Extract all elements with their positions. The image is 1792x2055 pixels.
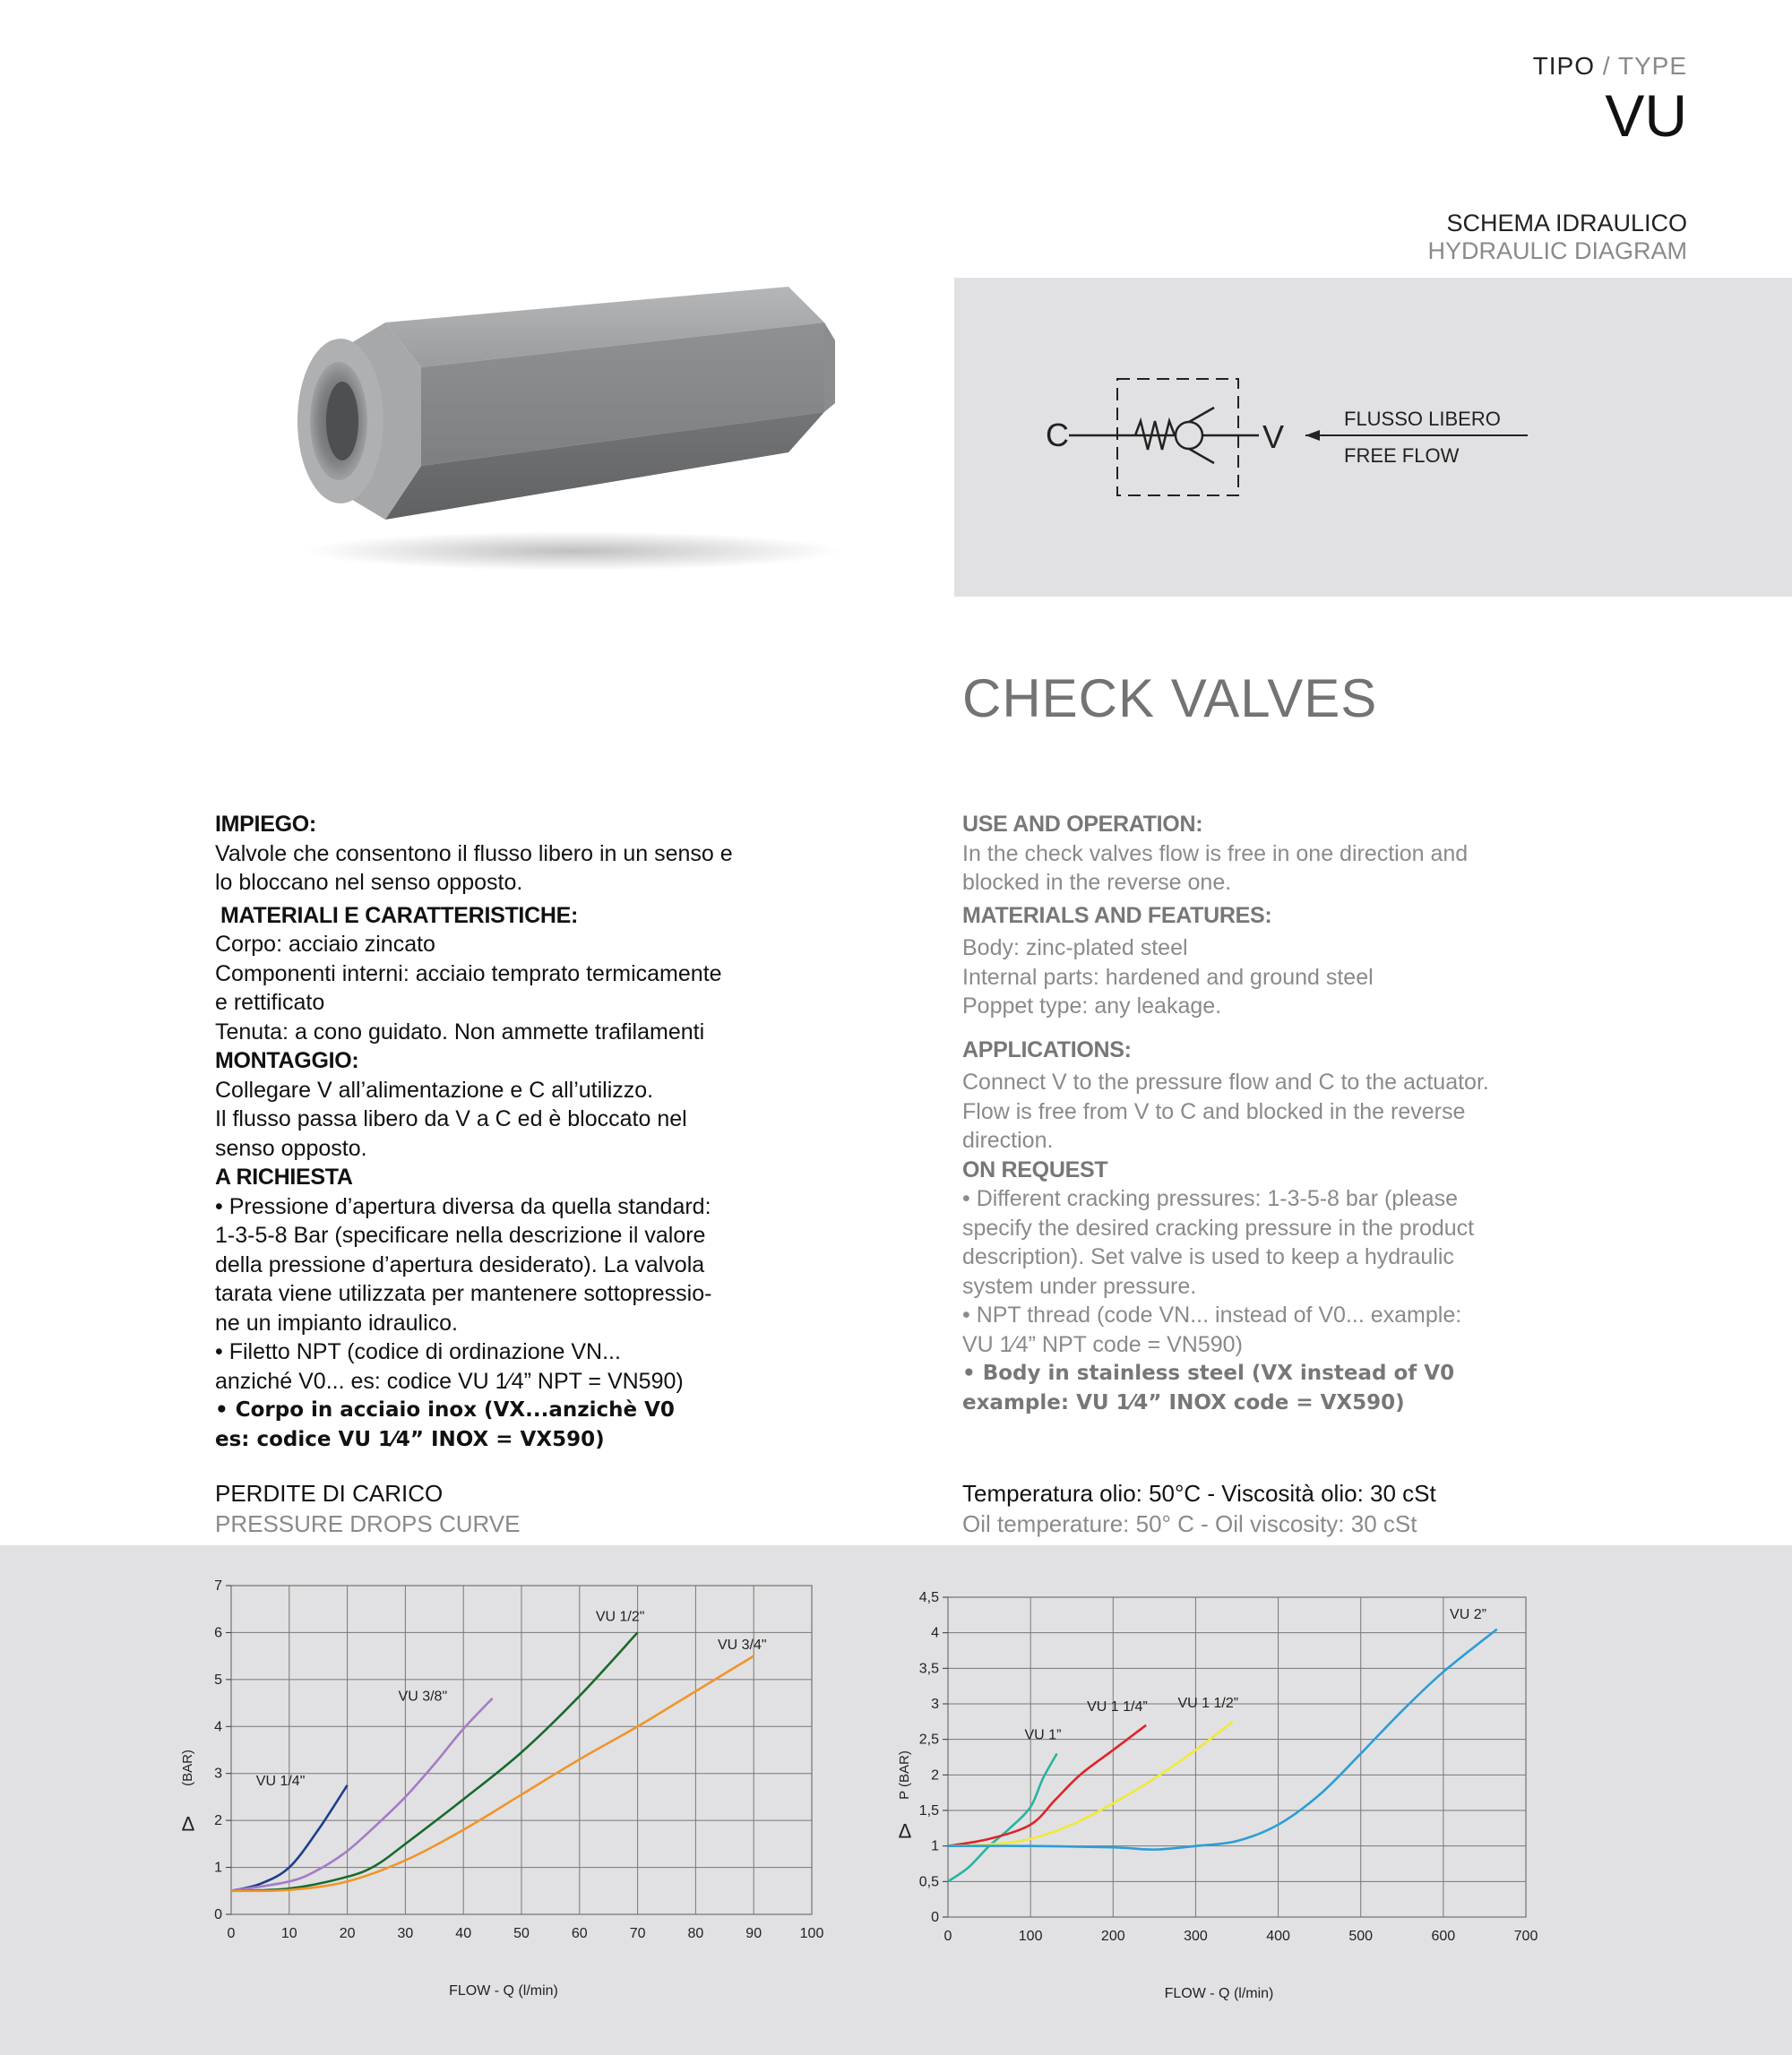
series-label: VU 1/2" xyxy=(595,1609,645,1625)
series-label: VU 1 1/2” xyxy=(1177,1695,1239,1711)
page-title: CHECK VALVES xyxy=(962,668,1378,728)
x-tick-label: 80 xyxy=(687,1926,704,1941)
applications-heading: APPLICATIONS: xyxy=(962,1036,1132,1062)
x-axis-label: FLOW - Q (l/min) xyxy=(1164,1986,1274,2001)
y-axis-symbol: Δ xyxy=(898,1819,912,1843)
y-tick-label: 6 xyxy=(214,1625,222,1641)
y-tick-label: 3 xyxy=(931,1697,939,1712)
english-description xyxy=(962,810,1554,1417)
text-line: Flow is free from V to C and blocked in the reverse xyxy=(962,1098,1466,1124)
y-tick-label: 5 xyxy=(214,1672,222,1688)
text-line: • Filetto NPT (codice di ordinazione VN... xyxy=(215,1339,621,1364)
flow-it-label: FLUSSO LIBERO xyxy=(1344,408,1501,430)
text-line: Internal parts: hardened and ground steel xyxy=(962,964,1374,990)
y-tick-label: 2 xyxy=(214,1813,222,1829)
x-tick-label: 300 xyxy=(1184,1929,1208,1944)
x-tick-label: 10 xyxy=(280,1926,297,1941)
y-tick-label: 0 xyxy=(214,1907,222,1922)
series-label: VU 1/4" xyxy=(255,1773,306,1789)
oil-conditions xyxy=(962,1478,1436,1539)
x-tick-label: 50 xyxy=(513,1926,530,1941)
perdite-en: PRESSURE DROPS CURVE xyxy=(215,1510,521,1537)
text-line: VU 1⁄4” NPT code = VN590) xyxy=(962,1331,1243,1357)
hydraulic-symbol xyxy=(954,278,1792,597)
text-line: ne un impianto idraulico. xyxy=(215,1310,458,1336)
x-tick-label: 100 xyxy=(1018,1929,1043,1944)
materials-heading: MATERIALS AND FEATURES: xyxy=(962,902,1272,928)
text-line: description). Set valve is used to keep a hydraulic xyxy=(962,1244,1454,1269)
y-axis-symbol: Δ xyxy=(181,1812,195,1836)
type-header xyxy=(1533,52,1687,81)
flow-en-label: FREE FLOW xyxy=(1344,444,1460,467)
text-line: e rettificato xyxy=(215,990,325,1015)
oil-it: Temperatura olio: 50°C - Viscosità olio: 30 cSt xyxy=(962,1480,1436,1507)
x-tick-label: 600 xyxy=(1431,1929,1456,1944)
y-axis-label: P (BAR) xyxy=(897,1750,912,1800)
text-line-bold: • Corpo in acciaio inox (VX...anzichè V0 xyxy=(215,1398,675,1422)
series-label: VU 3/4" xyxy=(717,1637,767,1653)
pressure-drops-heading xyxy=(215,1478,521,1539)
type-label: TYPE xyxy=(1617,52,1687,80)
port-v-label: V xyxy=(1262,418,1285,455)
series-label: VU 1 1/4” xyxy=(1087,1698,1148,1715)
y-tick-label: 1 xyxy=(931,1838,939,1854)
y-tick-label: 7 xyxy=(214,1578,222,1594)
y-tick-label: 1,5 xyxy=(918,1803,939,1819)
x-tick-label: 70 xyxy=(629,1926,646,1941)
y-tick-label: 0,5 xyxy=(918,1874,939,1890)
text-line: Body: zinc-plated steel xyxy=(962,935,1188,960)
perdite-it: PERDITE DI CARICO xyxy=(215,1480,444,1507)
impiego-heading: IMPIEGO: xyxy=(215,812,316,837)
text-line: anziché V0... es: codice VU 1⁄4” NPT = VN590) xyxy=(215,1368,684,1394)
schema-heading xyxy=(1427,210,1687,265)
series-label: VU 2” xyxy=(1450,1606,1486,1622)
pressure-drop-chart-small xyxy=(179,1577,842,2042)
text-line: specify the desired cracking pressure in the product xyxy=(962,1215,1475,1241)
charts-band xyxy=(0,1545,1792,2055)
y-tick-label: 3,5 xyxy=(918,1661,939,1677)
text-line-bold: es: codice VU 1⁄4” INOX = VX590) xyxy=(215,1427,605,1451)
y-tick-label: 2 xyxy=(931,1767,939,1784)
x-tick-label: 0 xyxy=(943,1929,952,1944)
x-tick-label: 0 xyxy=(227,1926,236,1941)
x-tick-label: 20 xyxy=(339,1926,356,1941)
text-line: Il flusso passa libero da V a C ed è bloccato nel xyxy=(215,1106,687,1131)
schema-it: SCHEMA IDRAULICO xyxy=(1446,210,1687,236)
text-line-bold: example: VU 1⁄4” INOX code = VX590) xyxy=(962,1390,1405,1414)
port-c-label: C xyxy=(1046,417,1069,453)
montaggio-heading: MONTAGGIO: xyxy=(215,1048,359,1073)
x-axis-label: FLOW - Q (l/min) xyxy=(449,1983,558,1999)
x-tick-label: 90 xyxy=(745,1926,762,1941)
series-label: VU 3/8" xyxy=(398,1689,448,1705)
italian-description xyxy=(215,810,806,1454)
x-tick-label: 700 xyxy=(1513,1929,1538,1944)
slash: / xyxy=(1595,52,1618,80)
tipo-label: TIPO xyxy=(1532,52,1596,80)
text-line: della pressione d’apertura desiderato). La valvola xyxy=(215,1251,705,1277)
text-line: direction. xyxy=(962,1128,1054,1153)
text-line: Poppet type: any leakage. xyxy=(962,993,1222,1019)
text-line: senso opposto. xyxy=(215,1135,367,1161)
text-line: 1-3-5-8 Bar (specificare nella descrizione il valore xyxy=(215,1223,706,1248)
y-tick-label: 0 xyxy=(931,1910,939,1925)
text-line: blocked in the reverse one. xyxy=(962,870,1232,895)
valve-product-image xyxy=(287,287,842,573)
text-line: Corpo: acciaio zincato xyxy=(215,932,435,957)
y-tick-label: 2,5 xyxy=(918,1732,939,1748)
text-line: • Pressione d’apertura diversa da quella standard: xyxy=(215,1193,711,1219)
x-tick-label: 60 xyxy=(571,1926,588,1941)
plot-frame xyxy=(948,1597,1526,1917)
pressure-drop-chart-large xyxy=(860,1577,1550,2042)
y-tick-label: 4,5 xyxy=(918,1590,939,1605)
series-label: VU 1” xyxy=(1024,1727,1062,1743)
text-line: In the check valves flow is free in one direction and xyxy=(962,840,1469,866)
text-line: Tenuta: a cono guidato. Non ammette trafilamenti xyxy=(215,1019,705,1045)
text-line: Connect V to the pressure flow and C to the actuator. xyxy=(962,1070,1489,1095)
y-axis-label: (BAR) xyxy=(180,1750,195,1786)
materiali-heading: MATERIALI E CARATTERISTICHE: xyxy=(220,902,578,928)
x-tick-label: 40 xyxy=(455,1926,472,1941)
hydraulic-diagram-panel xyxy=(954,278,1792,597)
richiesta-heading: A RICHIESTA xyxy=(215,1165,353,1190)
x-tick-label: 500 xyxy=(1348,1929,1374,1944)
on-request-heading: ON REQUEST xyxy=(962,1156,1108,1182)
text-line: system under pressure. xyxy=(962,1273,1197,1299)
y-tick-label: 1 xyxy=(214,1860,222,1876)
y-tick-label: 3 xyxy=(214,1766,222,1782)
text-line: Valvole che consentono il flusso libero in un senso e xyxy=(215,840,733,866)
text-line: tarata viene utilizzata per mantenere sottopressio- xyxy=(215,1281,712,1306)
x-tick-label: 200 xyxy=(1100,1929,1125,1944)
model-code: VU xyxy=(1605,82,1687,149)
x-tick-label: 30 xyxy=(397,1926,414,1941)
oil-en: Oil temperature: 50° C - Oil viscosity: 30 cSt xyxy=(962,1510,1417,1537)
text-line: • NPT thread (code VN... instead of V0... example: xyxy=(962,1303,1462,1328)
text-line: • Different cracking pressures: 1-3-5-8 bar (please xyxy=(962,1186,1458,1211)
x-tick-label: 100 xyxy=(799,1926,824,1941)
schema-en: HYDRAULIC DIAGRAM xyxy=(1427,237,1687,265)
text-line: lo bloccano nel senso opposto. xyxy=(215,870,523,895)
text-line-bold: • Body in stainless steel (VX instead of V0 xyxy=(962,1362,1455,1385)
text-line: Componenti interni: acciaio temprato termicamente xyxy=(215,960,722,986)
y-tick-label: 4 xyxy=(931,1625,939,1641)
use-heading: USE AND OPERATION: xyxy=(962,812,1203,837)
y-tick-label: 4 xyxy=(214,1719,222,1735)
text-line: Collegare V all’alimentazione e C all’utilizzo. xyxy=(215,1077,654,1103)
x-tick-label: 400 xyxy=(1266,1929,1290,1944)
